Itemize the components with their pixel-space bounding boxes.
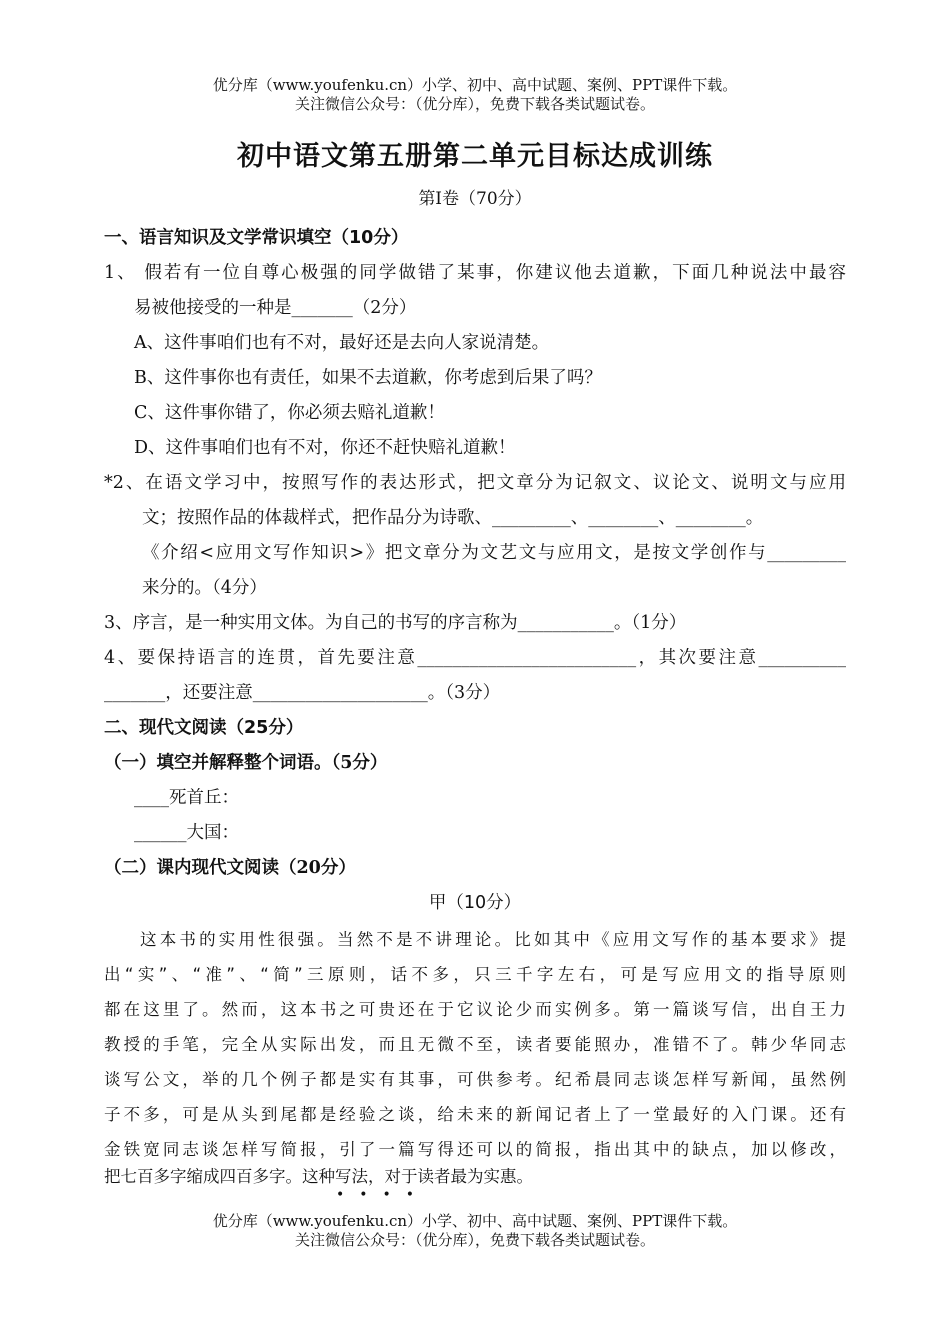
question-3: 3、序言，是一种实用文体。为自己的书写的序言称为___________。（1分） xyxy=(104,613,687,633)
footer-line-1: 优分库（www.youfenku.cn）小学、初中、高中试题、案例、PPT课件下载。 xyxy=(212,1212,738,1230)
idiom-blank-2: ______大国： xyxy=(134,823,239,843)
section-1-heading: 一、语言知识及文学常识填空（10分） xyxy=(104,228,409,248)
page-header xyxy=(0,76,950,114)
passage-line-7: 金铁宽同志谈怎样写简报，引了一篇写得还可以的简报，指出其中的缺点，加以修改， xyxy=(104,1140,846,1159)
page-footer xyxy=(0,1212,950,1250)
option-b: B、这件事你也有责任，如果不去道歉，你考虑到后果了吗？ xyxy=(134,368,602,388)
option-c: C、这件事你错了，你必须去赔礼道歉！ xyxy=(134,403,445,423)
passage-line-3: 都在这里了。然而，这本书之可贵还在于它议论少而实例多。第一篇谈写信，出自王力 xyxy=(104,1000,846,1019)
emphasis-dots: •••• xyxy=(336,1187,430,1203)
passage-line-8: 把七百多字缩成四百多字。这种写法，对于读者最为实惠。 xyxy=(104,1167,533,1186)
question-1-line-1: 1、 假若有一位自尊心极强的同学做错了某事，你建议他去道歉，下面几种说法中最容 xyxy=(104,263,846,283)
header-line-1: 优分库（www.youfenku.cn）小学、初中、高中试题、案例、PPT课件下载。 xyxy=(212,76,738,94)
question-2-line-1: *2、在语文学习中，按照写作的表达形式，把文章分为记叙文、议论文、说明文与应用 xyxy=(104,473,846,493)
option-d: D、这件事咱们也有不对，你还不赶快赔礼道歉！ xyxy=(134,438,516,458)
option-a: A、这件事咱们也有不对，最好还是去向人家说清楚。 xyxy=(134,333,550,353)
question-4-line-2: _______，还要注意____________________。（3分） xyxy=(104,683,501,703)
subsection-2-heading: （二）课内现代文阅读（20分） xyxy=(104,858,356,878)
question-4-line-1: 4、要保持语言的连贯，首先要注意_________________________，其次要注意__________ xyxy=(104,648,846,668)
subsection-1-heading: （一）填空并解释整个词语。（5分） xyxy=(104,753,388,773)
idiom-blank-1: ____死首丘： xyxy=(134,788,239,808)
passage-line-1: 这本书的实用性很强。当然不是不讲理论。比如其中《应用文写作的基本要求》提 xyxy=(140,930,846,949)
section-2-heading: 二、现代文阅读（25分） xyxy=(104,718,304,738)
passage-line-4: 教授的手笔，完全从实际出发，而且无微不至，读者要能照办，准错不了。韩少华同志 xyxy=(104,1035,846,1054)
question-2-line-3: 《介绍<应用文写作知识>》把文章分为文艺文与应用文，是按文学创作与_________ xyxy=(142,543,846,563)
page-title: 初中语文第五册第二单元目标达成训练 xyxy=(237,141,713,172)
passage-line-2: 出“实”、“准”、“简”三原则，话不多，只三千字左右，可是写应用文的指导原则 xyxy=(104,965,846,984)
passage-label: 甲（10分） xyxy=(428,893,522,913)
passage-line-5: 谈写公文，举的几个例子都是实有其事，可供参考。纪希晨同志谈怎样写新闻，虽然例 xyxy=(104,1070,846,1089)
header-line-2: 关注微信公众号：（优分库），免费下载各类试题试卷。 xyxy=(294,95,655,113)
paper-subtitle: 第Ⅰ卷（70分） xyxy=(418,189,532,209)
question-1-line-2: 易被他接受的一种是_______（2分） xyxy=(134,298,417,318)
question-2-line-2: 文；按照作品的体裁样式，把作品分为诗歌、_________、________、________。 xyxy=(142,508,764,528)
passage-line-6: 子不多，可是从头到尾都是经验之谈，给未来的新闻记者上了一堂最好的入门课。还有 xyxy=(104,1105,846,1124)
footer-line-2: 关注微信公众号：（优分库），免费下载各类试题试卷。 xyxy=(294,1231,655,1249)
question-2-line-4: 来分的。（4分） xyxy=(142,578,267,598)
